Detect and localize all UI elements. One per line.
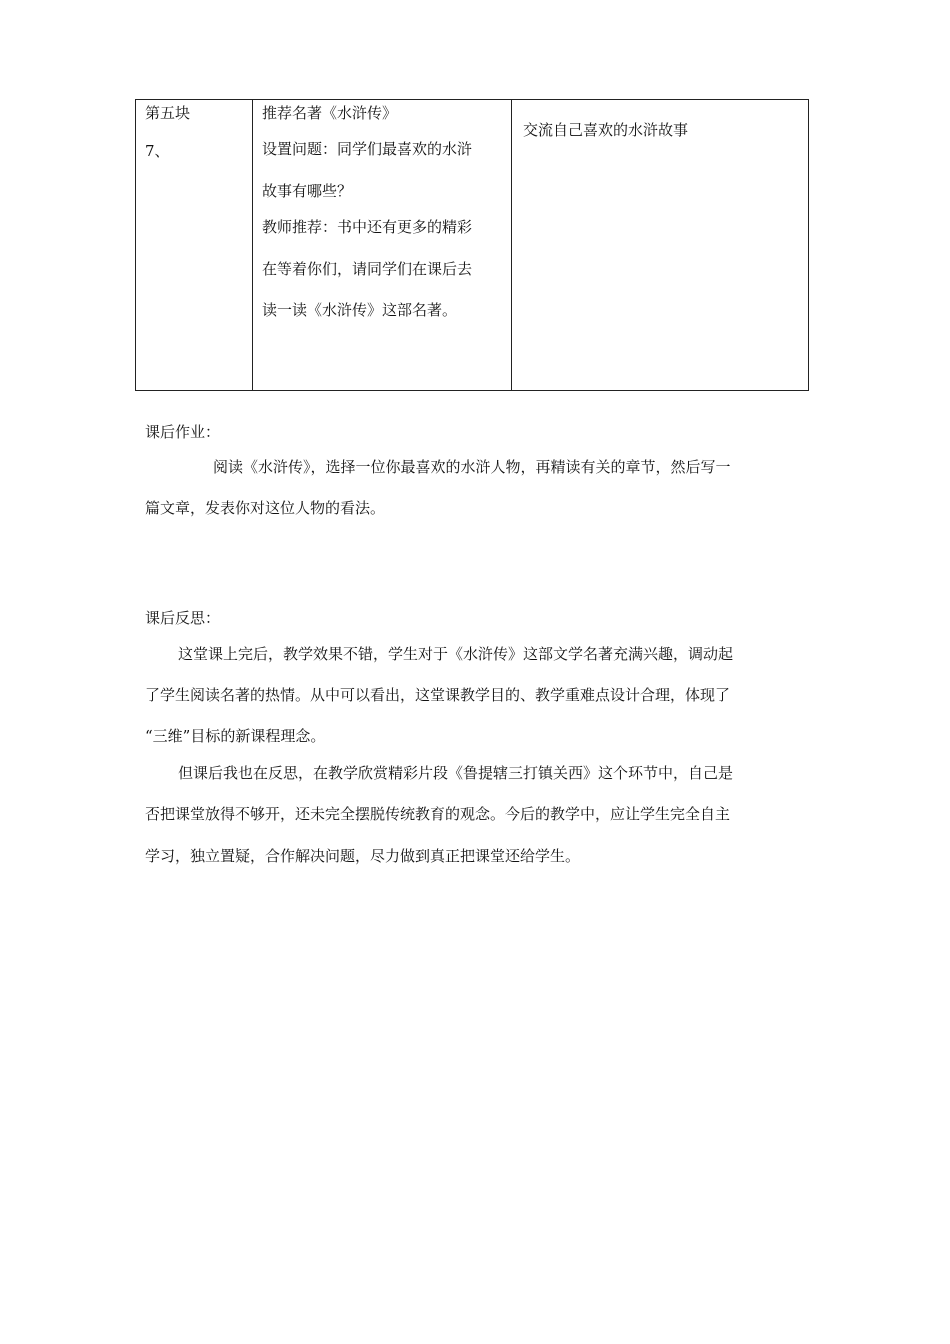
table-row [136, 100, 809, 391]
reflection-line: 这堂课上完后，教学效果不错，学生对于《水浒传》这部文学名著充满兴趣，调动起 [178, 645, 734, 663]
block-label: 第五块 [145, 104, 191, 122]
reflection-line: 否把课堂放得不够开，还未完全摆脱传统教育的观念。今后的教学中，应让学生完全自主 [145, 805, 731, 823]
homework-line: 篇文章，发表你对这位人物的看法。 [145, 499, 386, 517]
reflection-line: 学习，独立置疑，合作解决问题，尽力做到真正把课堂还给学生。 [145, 847, 581, 865]
block-cell [136, 100, 253, 391]
teacher-activity-cell [253, 100, 512, 391]
teacher-line: 推荐名著《水浒传》 [262, 104, 398, 122]
teacher-line: 设置问题：同学们最喜欢的水浒 [262, 140, 473, 158]
step-number: 7、 [145, 142, 170, 160]
teacher-line: 读一读《水浒传》这部名著。 [262, 301, 458, 319]
student-activity-text: 交流自己喜欢的水浒故事 [523, 121, 689, 139]
teacher-line: 教师推荐：书中还有更多的精彩 [262, 218, 473, 236]
homework-line: 阅读《水浒传》，选择一位你最喜欢的水浒人物，再精读有关的章节，然后写一 [213, 458, 731, 476]
reflection-line: “三维”目标的新课程理念。 [145, 727, 326, 745]
reflection-line: 但课后我也在反思，在教学欣赏精彩片段《鲁提辖三打镇关西》这个环节中，自己是 [178, 764, 734, 782]
student-activity-cell [512, 100, 809, 391]
homework-heading: 课后作业： [145, 423, 221, 441]
reflection-heading: 课后反思： [145, 609, 221, 627]
lesson-plan-table [135, 99, 809, 391]
teacher-line: 在等着你们，请同学们在课后去 [262, 260, 473, 278]
reflection-line: 了学生阅读名著的热情。从中可以看出，这堂课教学目的、教学重难点设计合理，体现了 [145, 686, 731, 704]
teacher-line: 故事有哪些？ [262, 182, 353, 200]
